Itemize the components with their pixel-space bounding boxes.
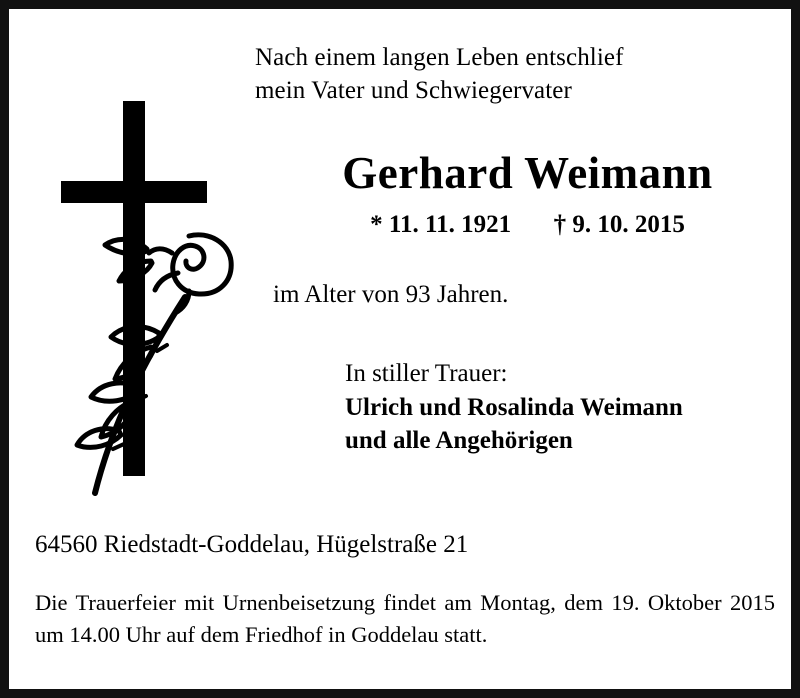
mourning-names: Ulrich und Rosalinda Weimann — [345, 393, 683, 421]
intro-line-1: Nach einem langen Leben entschlief — [255, 44, 624, 71]
mourning-relatives: und alle Angehörigen — [345, 427, 573, 454]
birth-date: 11. 11. 1921 — [388, 211, 512, 238]
rose-icon — [77, 235, 231, 493]
death-date: 9. 10. 2015 — [572, 211, 685, 238]
intro-line-2: mein Vater und Schwiegervater — [255, 77, 572, 104]
ceremony-details: Die Trauerfeier mit Urnenbeisetzung findet am Montag, dem 19. Oktober 2015 um 14.00 Uhr auf dem Friedhof in Goddelau statt. — [35, 590, 775, 647]
death-symbol: † — [553, 211, 567, 238]
mourning-block — [345, 357, 765, 458]
deceased-name: Gerhard Weimann — [342, 148, 713, 198]
mourning-heading: In stiller Trauer: — [345, 360, 508, 387]
address-line: 64560 Riedstadt-Goddelau, Hügelstraße 21 — [35, 531, 469, 558]
obituary-artwork — [39, 101, 249, 511]
life-dates — [255, 211, 800, 239]
intro-text — [255, 41, 795, 107]
birth-symbol: * — [370, 211, 383, 238]
age-line: im Alter von 93 Jahren. — [273, 281, 509, 308]
